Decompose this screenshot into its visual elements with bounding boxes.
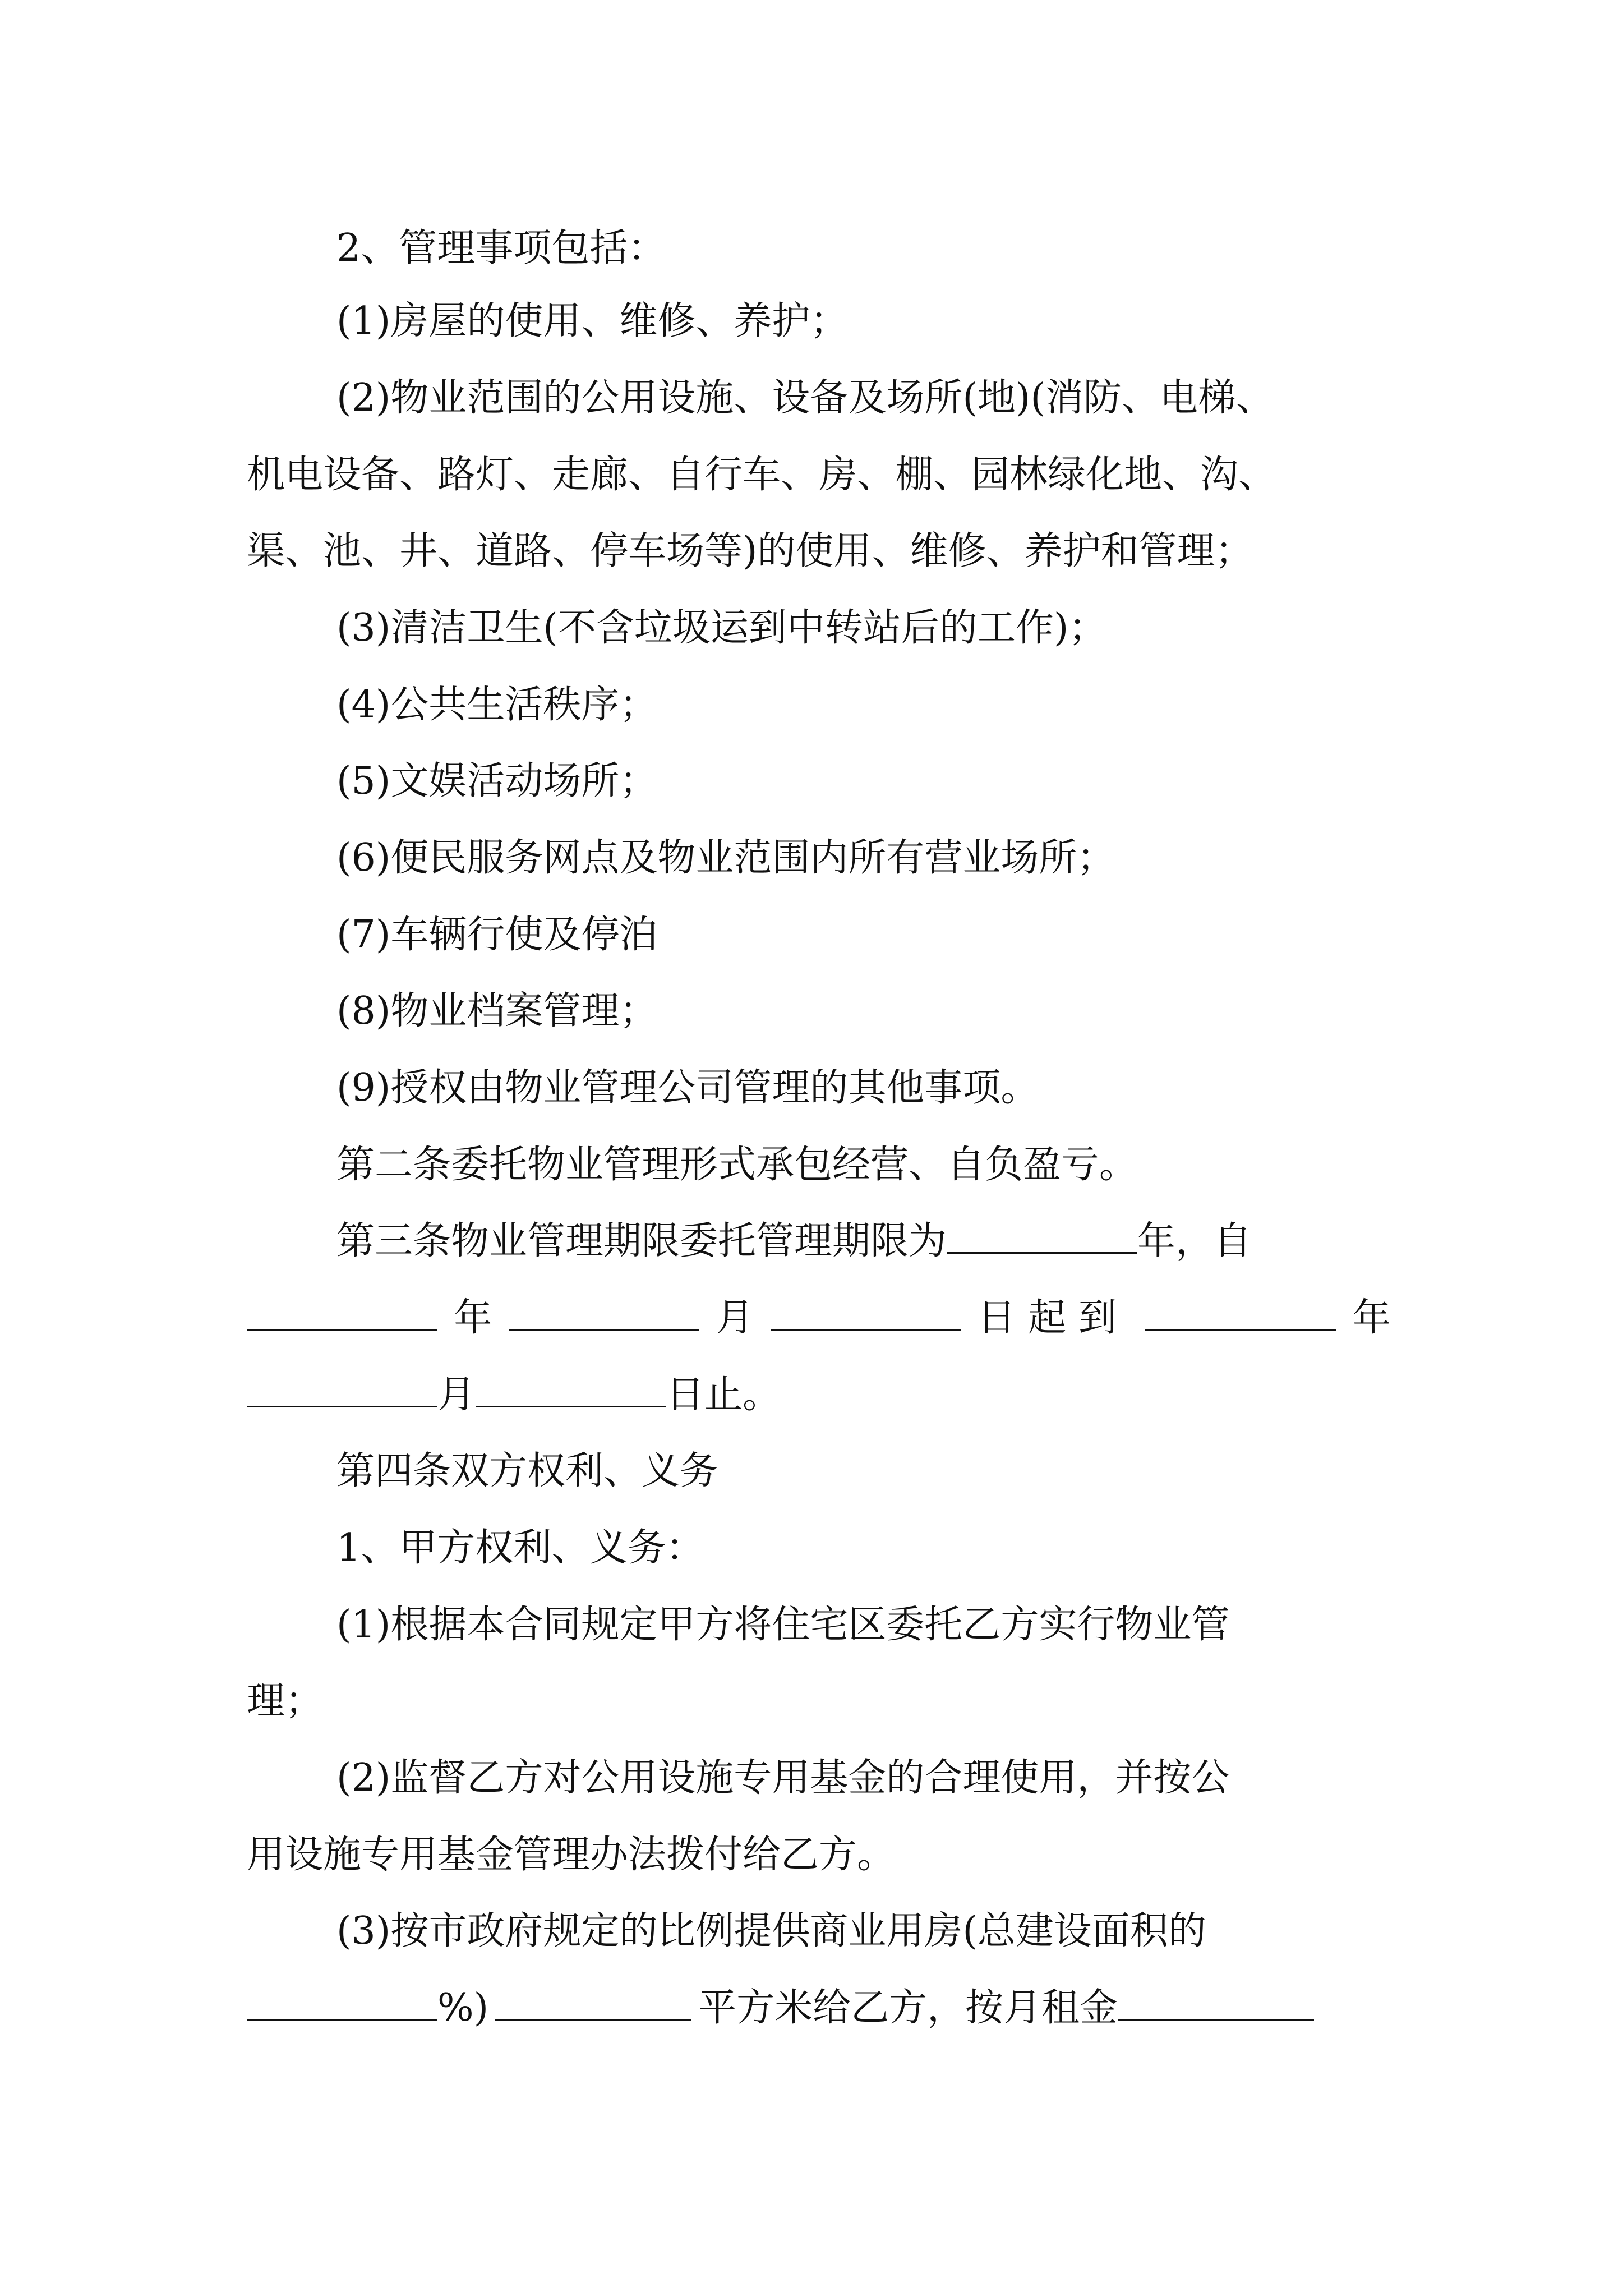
term-end-year-label: 年 [1352, 1296, 1391, 1340]
paragraph-line: (4)公共生活秩序； [336, 683, 658, 727]
term-clause-text: 第三条物业管理期限委托管理期限为 [336, 1219, 947, 1263]
paragraph-line: (2)物业范围的公用设施、设备及场所(地)(消防、电梯、 [336, 376, 1274, 420]
term-year-label: 年 [454, 1296, 492, 1340]
paragraph-line: (7)车辆行使及停泊 [336, 913, 658, 957]
section-heading: 第四条双方权利、义务 [336, 1449, 718, 1493]
term-clause-year-from: 年，自 [1137, 1219, 1252, 1263]
paragraph-line: (3)清洁卫生(不含垃圾运到中转站后的工作)； [336, 606, 1107, 650]
blank-end-month [247, 1374, 437, 1407]
paragraph-line: (5)文娱活动场所； [336, 759, 658, 803]
blank-square-meters [495, 1987, 691, 2021]
paragraph-line: 2、管理事项包括： [336, 226, 666, 270]
blank-percent [247, 1987, 437, 2021]
term-clause-line-2 [247, 1293, 1391, 1343]
paragraph-line: (1)根据本合同规定甲方将住宅区委托乙方实行物业管 [336, 1603, 1230, 1647]
paragraph-line: 渠、池、井、道路、停车场等)的使用、维修、养护和管理； [247, 529, 1253, 573]
paragraph-line: (9)授权由物业管理公司管理的其他事项。 [336, 1066, 1039, 1110]
paragraph-line: (2)监督乙方对公用设施专用基金的合理使用，并按公 [336, 1756, 1230, 1800]
term-clause-line-1 [336, 1216, 1252, 1267]
blank-monthly-rent [1118, 1987, 1314, 2021]
paragraph-line: 第二条委托物业管理形式承包经营、自负盈亏。 [336, 1143, 1138, 1187]
term-clause-line-3 [247, 1370, 781, 1420]
paragraph-line: (3)按市政府规定的比例提供商业用房(总建设面积的 [336, 1909, 1206, 1953]
blank-start-day [771, 1297, 961, 1331]
term-end-text: 日止。 [666, 1373, 781, 1417]
rent-clause-text: 平方米给乙方，按月租金 [698, 1986, 1118, 2030]
rent-clause-line [247, 1983, 1314, 2033]
term-end-month-label: 月 [437, 1373, 476, 1417]
paragraph-line: 用设施专用基金管理办法拨付给乙方。 [247, 1833, 896, 1877]
paragraph-line: (1)房屋的使用、维修、养护； [336, 299, 849, 343]
paragraph-line: 理； [247, 1679, 324, 1723]
term-day-label: 日起到 [978, 1296, 1129, 1340]
blank-start-year [247, 1297, 437, 1331]
paragraph-line: 机电设备、路灯、走廊、自行车、房、棚、园林绿化地、沟、 [247, 453, 1277, 497]
blank-end-day [476, 1374, 666, 1407]
blank-term-years [947, 1221, 1137, 1254]
paragraph-line: (6)便民服务网点及物业范围内所有营业场所； [336, 836, 1115, 880]
percent-close: %) [437, 1986, 489, 2030]
blank-end-year [1145, 1297, 1336, 1331]
paragraph-line: 1、甲方权利、义务： [336, 1526, 704, 1570]
term-month-label: 月 [716, 1296, 754, 1340]
paragraph-line: (8)物业档案管理； [336, 989, 658, 1033]
blank-start-month [509, 1297, 699, 1331]
